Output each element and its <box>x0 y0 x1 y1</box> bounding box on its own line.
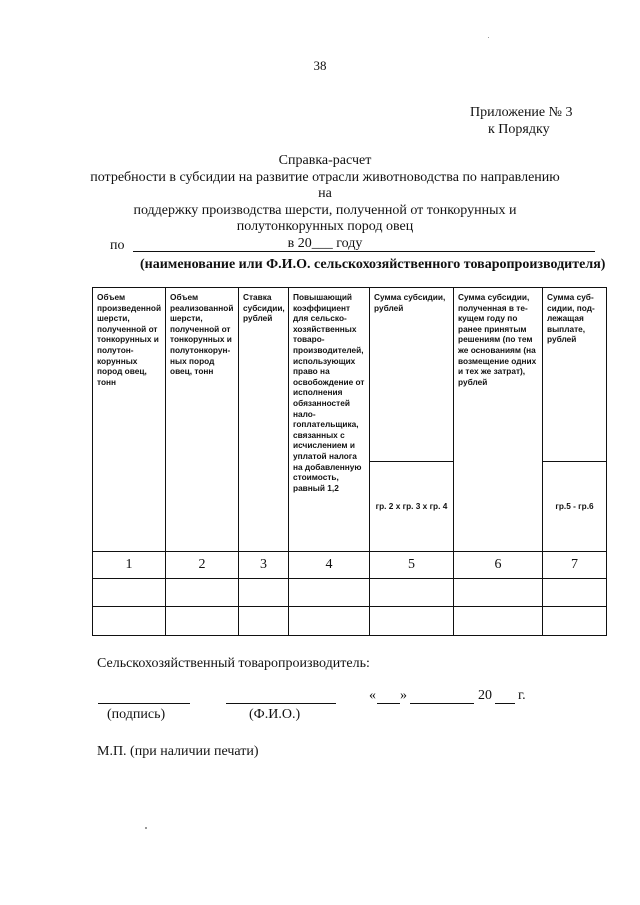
name-caption: (Ф.И.О.) <box>249 707 301 722</box>
data-cell[interactable] <box>370 579 454 607</box>
date-day-line[interactable] <box>377 703 400 704</box>
stamp-note: М.П. (при наличии печати) <box>97 744 259 759</box>
appendix-reference <box>470 104 573 138</box>
column-number: 5 <box>370 552 454 579</box>
page-number: 38 <box>313 58 327 73</box>
date-quote-open: « <box>369 688 376 703</box>
data-cell[interactable] <box>454 607 543 636</box>
data-cell[interactable] <box>166 607 239 636</box>
heading-title: Справка-расчет <box>278 153 372 168</box>
data-cell[interactable] <box>543 607 607 636</box>
date-month-line[interactable] <box>410 703 474 704</box>
producer-name-line[interactable] <box>133 251 595 252</box>
name-line[interactable] <box>226 703 336 704</box>
data-cell[interactable] <box>454 579 543 607</box>
heading-year: в 20___ году <box>287 235 363 251</box>
column-number: 6 <box>454 552 543 579</box>
producer-label: Сельскохозяйственный товаропроизводитель: <box>97 656 370 671</box>
header-cell-produced: Объем произведенной шерсти, полученной от тонкорунных и полутонкорунных пород овец, тонн <box>93 288 166 552</box>
data-cell[interactable] <box>166 579 239 607</box>
heading-line-4: полутонкорунных пород овец <box>236 219 414 234</box>
header-cell-sold: Объем реализованной шерсти, полученной от тонкорунных и полутонкорунных пород овец, тонн <box>166 288 239 552</box>
producer-prefix: по <box>110 238 125 253</box>
producer-name-caption: (наименование или Ф.И.О. сельскохозяйственного товаропроизводителя) <box>140 257 606 272</box>
data-cell[interactable] <box>93 579 166 607</box>
column-number: 4 <box>289 552 370 579</box>
calculation-table <box>92 287 607 636</box>
data-cell[interactable] <box>289 579 370 607</box>
signature-line[interactable] <box>98 703 190 704</box>
formula-col5: гр. 2 х гр. 3 х гр. 4 <box>370 462 454 552</box>
heading-line-2: потребности в субсидии на развитие отрасли животноводства по направлению на <box>90 169 560 201</box>
heading-line-3: поддержку производства шерсти, полученной от тонкорунных и <box>133 202 517 218</box>
data-cell[interactable] <box>239 579 289 607</box>
date-quote-close: » <box>400 688 407 703</box>
data-cell[interactable] <box>289 607 370 636</box>
header-cell-rate: Ставка субсидии, рублей <box>239 288 289 552</box>
column-number: 2 <box>166 552 239 579</box>
column-number: 3 <box>239 552 289 579</box>
formula-col7: гр.5 - гр.6 <box>543 462 607 552</box>
scan-speck <box>488 37 489 38</box>
column-number: 1 <box>93 552 166 579</box>
header-cell-coefficient: Повышающий коэффициент для сельскохозяйственных товаропроизводителей, использующих право на освобождение от исполнения обязанностей налогоплательщика, связанных с исчислением и уплатой налога на добавленную стоимость, равный 1,2 <box>289 288 370 552</box>
document-heading <box>90 153 560 252</box>
header-cell-received: Сумма субсидии, полученная в текущем году по ранее принятым решениям (по тем же основаниям (на возмещение одних и тех же затрат), рублей <box>454 288 543 552</box>
data-cell[interactable] <box>370 607 454 636</box>
header-cell-payable: Сумма субсидии, подлежащая выплате, рублей <box>543 288 607 462</box>
date-year-prefix: 20 <box>478 688 492 703</box>
header-cell-subsidy-amount: Сумма субсидии, рублей <box>370 288 454 462</box>
date-year-line[interactable] <box>495 703 515 704</box>
data-cell[interactable] <box>543 579 607 607</box>
appendix-number: Приложение № 3 <box>470 105 573 120</box>
date-year-suffix: г. <box>518 688 526 703</box>
signature-caption: (подпись) <box>107 707 166 722</box>
data-cell[interactable] <box>239 607 289 636</box>
scan-speck <box>145 827 147 829</box>
data-cell[interactable] <box>93 607 166 636</box>
column-number: 7 <box>543 552 607 579</box>
appendix-order: к Порядку <box>488 122 550 137</box>
